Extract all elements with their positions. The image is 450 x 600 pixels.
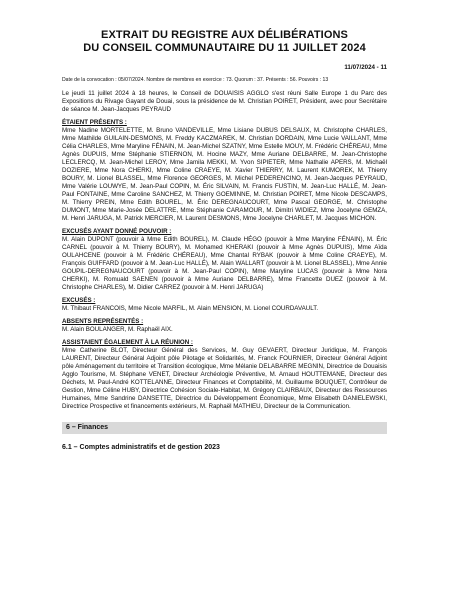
- title-line-1: EXTRAIT DU REGISTRE AUX DÉLIBÉRATIONS: [101, 29, 348, 41]
- section-heading: ABSENTS REPRÉSENTÉS :: [62, 318, 144, 325]
- section-excuses-pouvoir: [62, 228, 387, 292]
- agenda-subsection-title: 6.1 – Comptes administratifs et de gestion 2023: [62, 444, 220, 451]
- section-body: M. Alain DUPONT (pouvoir à Mme Edith BOUREL), M. Claude HÉGO (pouvoir à Mme Maryline FÉNAIN), M. Éric CARNEL (pouvoir à M. Thierry BOURY), M. Mohamed KHERAKI (pouvoir à Mme Agnès DUPUIS), Mme Aïda OULAHCENE (pouvoir à M. Frédéric CHÉREAU), Mme Chantal RYBAK (pouvoir à Mme Coline CRAEYE), M. François GUIFFARD (pouvoir à M. Jean-Luc HALLÉ), M. Alain WALLART (pouvoir à M. Lionel BLASSEL), Mme Annie GOUPIL-DEREGNAUCOURT (pouvoir à M. Jean-Paul COPIN), Mme Maryline LUCAS (pouvoir à Mme Nora CHERKI), M. Romuald SAENEN (pouvoir à Mme Auriane DELBARRE), Mme Francette DUEZ (pouvoir à M. Christophe CHARLES), M. Didier CARREZ (pouvoir à M. Henri JARUGA): [62, 236, 387, 291]
- section-heading: EXCUSÉS :: [62, 297, 96, 304]
- section-assistaient: [62, 339, 387, 411]
- section-absents-representes: [62, 318, 387, 334]
- section-body: M. Thibaut FRANCOIS, Mme Nicole MARFIL, M. Alain MENSION, M. Lionel COURDAVAULT.: [62, 305, 319, 312]
- section-heading: EXCUSÉS AYANT DONNÉ POUVOIR :: [62, 228, 172, 235]
- intro-paragraph: Le jeudi 11 juillet 2024 à 18 heures, le Conseil de DOUAISIS AGGLO s'est réuni Salle Europe 1 du Parc des Expositions du Rivage Gayant de Douai, sous la présidence de M. Christian POIRET, Président, avec pour Secrétaire de séance M. Jean-Jacques PEYRAUD: [62, 90, 387, 113]
- section-body: Mme Catherine BLOT, Directeur Général des Services, M. Guy GEVAERT, Directeur Juridique, M. François LAURENT, Directeur Général Adjoint pôle Pilotage et Solidarités, M. Franck FOURNIER, Directeur Général Adjoint pôle Aménagement du territoire et Transition écologique, Mme Mélanie DELABARRE MEGNIN, Directrice de Douaisis Agglo Tourisme, M. Stéphane VENET, Directeur Archéologie Préventive, M. Arnaud HOUTTEMANE, Directeur des Déchets, M. Paul-André KOTTELANNE, Directeur Finances et Comptabilité, M. Guillaume BOUQUET, Contrôleur de Gestion, Mme Céline HUBY, Directrice Cohésion Sociale-Habitat, M. Grégory CLAIRBAUX, Directeur des Ressources Humaines, Mme Sandrine DANSETTE, Directrice du Développement Économique, Mme Elisabeth DANIELEWSKI, Directrice Prospective et financements extérieurs, M. Raphaël MATHIEU, Directeur de la Communication.: [62, 347, 387, 410]
- section-heading: ASSISTAIENT ÉGALEMENT À LA RÉUNION :: [62, 339, 193, 346]
- section-presents: [62, 119, 387, 223]
- deliberation-reference: 11/07/2024 - 11: [344, 64, 387, 71]
- title-line-2: DU CONSEIL COMMUNAUTAIRE DU 11 JUILLET 2024: [83, 42, 366, 54]
- section-body: M. Alain BOULANGER, M. Raphaël AIX.: [62, 326, 173, 333]
- section-heading: ÉTAIENT PRÉSENTS :: [62, 119, 127, 126]
- convocation-meta: Date de la convocation : 05/07/2024. Nombre de membres en exercice : 73. Quorum : 37. Présents : 56. Pouvoirs : 13: [62, 77, 329, 83]
- section-body: Mme Nadine MORTELETTE, M. Bruno VANDEVILLE, Mme Lisiane DUBUS DELSAUX, M. Christophe CHARLES, Mme Mathilde GUILAIN-DESMONS, M. Freddy KACZMAREK, M. Christian DORDAIN, Mme Lucie VAILLANT, Mme Célia CHARLES, Mme Maryline FÉNAIN, M. Jean-Michel SZATNY, Mme Estelle MOUY, M. Frédéric CHÉREAU, Mme Agnès DUPUIS, Mme Stéphanie STIERNON, M. Hocine MAZY, Mme Auriane DELBARRE, M. Jean-Christophe LECLERCQ, M. Jean-Michel LEROY, Mme Jamila MEKKI, M. Yvon SIPIETER, Mme Nathalie APERS, M. Michaël DOZIERE, Mme Nora CHERKI, Mme Coline CRAEYE, M. Xavier THIERRY, M. Laurent KUMOREK, M. Thierry BOURY, M. Lionel BLASSEL, Mme Florence GEORGES, M. Michel PEDERENCINO, M. Jean-Jacques PEYRAUD, Mme Valérie LOUWYE, M. Jean-Paul COPIN, M. Éric SILVAIN, M. Francis FUSTIN, M. Jean-Luc HALLÉ, M. Jean-Paul FONTAINE, Mme Caroline SANCHEZ, M. Thierry GOEMINNE, M. Christian POIRET, Mme Nicole DESCAMPS, M. Thierry PREIN, Mme Edith BOUREL, M. Éric DEREGNAUCOURT, Mme Pascal GEORGE, M. Christophe DUMONT, Mme Marie-Josée DELATTRE, Mme Stéphanie CARAMOUR, M. Dimitri WIDIEZ, Mme Jocelyne GEMZA, M. Henri JARUGA, M. Patrick MERCIER, M. Laurent DESMONS, Mme Jocelyne CHARLET, M. Jacques MICHON.: [62, 127, 387, 222]
- agenda-section-band: 6 – Finances: [62, 422, 387, 434]
- document-title: [62, 0, 387, 55]
- section-excuses: [62, 297, 387, 313]
